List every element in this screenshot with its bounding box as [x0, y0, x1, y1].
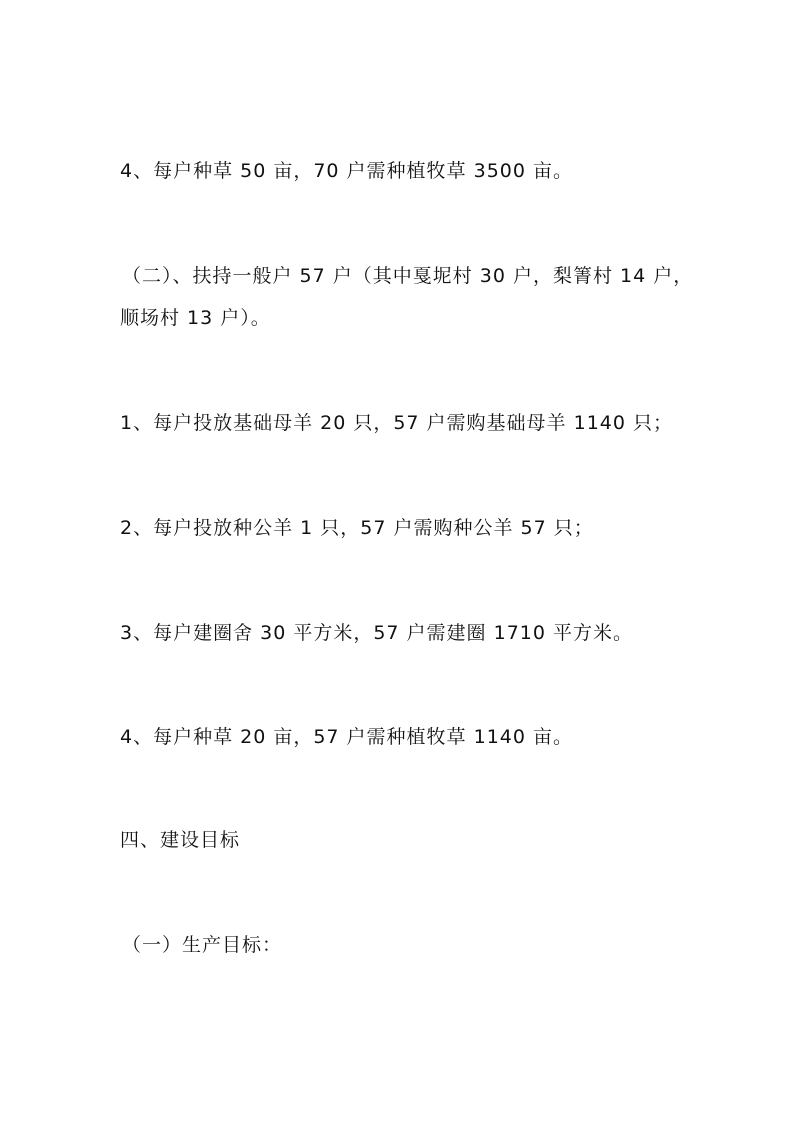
- paragraph-grass-planting-key-households: 4、每户种草 50 亩，70 户需种植牧草 3500 亩。: [120, 160, 573, 182]
- paragraph-sheep-pens: 3、每户建圈舍 30 平方米，57 户需建圈 1710 平方米。: [120, 622, 633, 644]
- paragraph-breeding-rams: 2、每户投放种公羊 1 只，57 户需购种公羊 57 只；: [120, 517, 594, 539]
- paragraph-general-households-continued: 顺场村 13 户）。: [120, 307, 271, 329]
- subsection-heading-production-goals: （一）生产目标：: [122, 934, 283, 956]
- paragraph-grass-planting-general-households: 4、每户种草 20 亩，57 户需种植牧草 1140 亩。: [120, 726, 573, 748]
- paragraph-breeding-ewes: 1、每户投放基础母羊 20 只，57 户需购基础母羊 1140 只；: [120, 412, 673, 434]
- section-heading-construction-goals: 四、建设目标: [120, 829, 241, 851]
- section-heading-general-households: （二）、扶持一般户 57 户（其中戛坭村 30 户，梨箐村 14 户，: [122, 265, 694, 287]
